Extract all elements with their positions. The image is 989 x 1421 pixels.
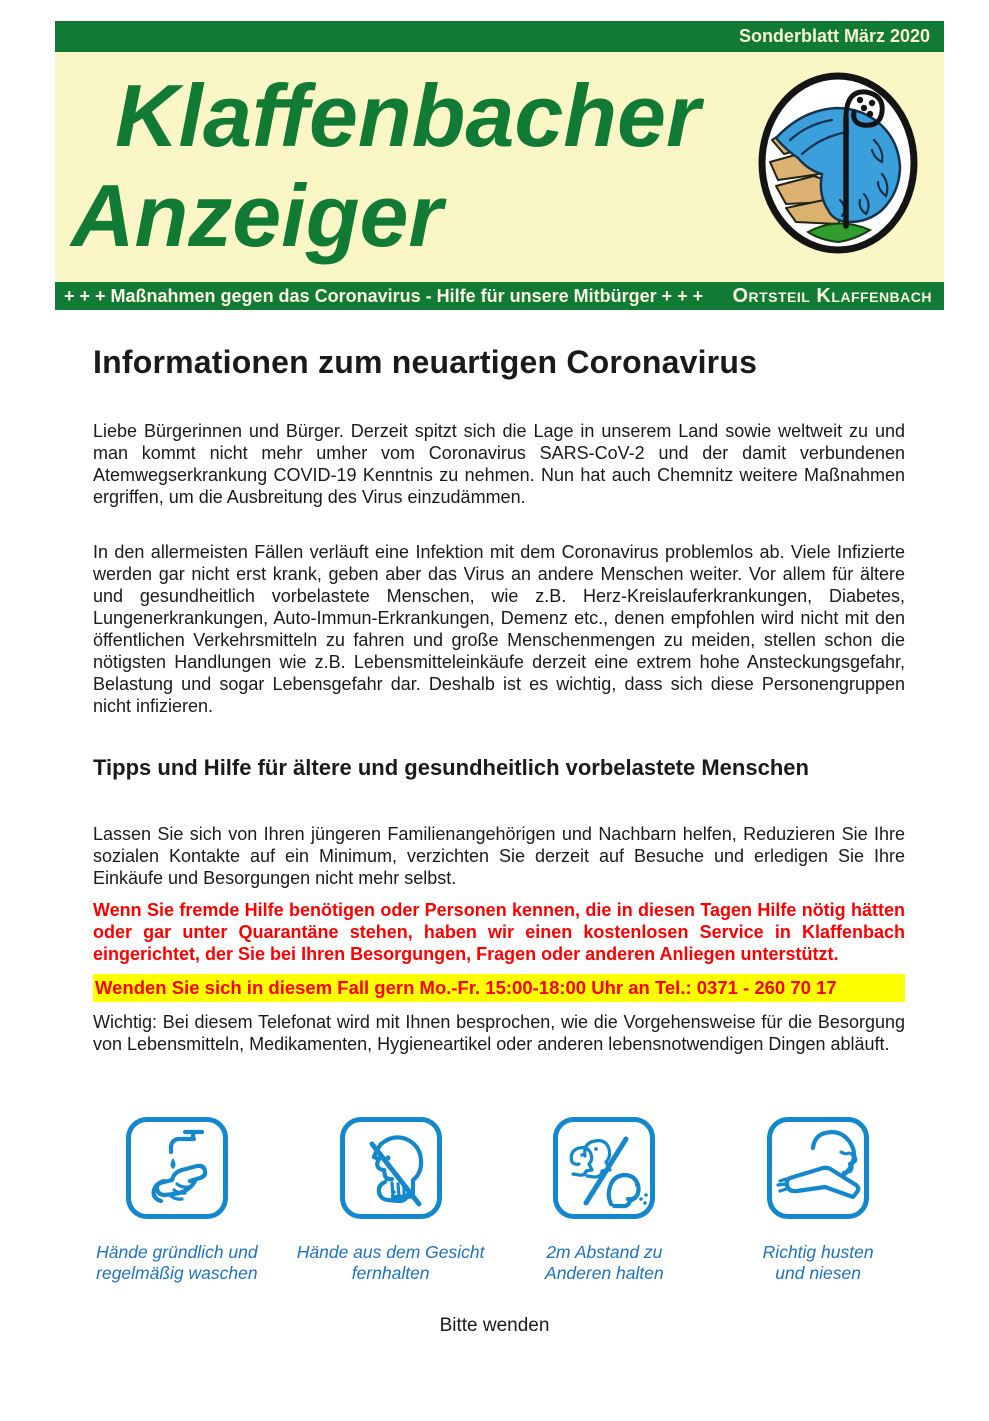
tip-keep-distance [498, 1117, 712, 1284]
title-line-2: Anzeiger [71, 166, 443, 265]
tip-caption: Richtig husten und niesen [762, 1242, 874, 1283]
tip-cough-sneeze [711, 1117, 925, 1284]
news-ticker-bar [55, 282, 944, 310]
masthead-header [55, 21, 944, 310]
tip-caption: Hände gründlich und regelmäßig waschen [96, 1242, 258, 1283]
hotline-highlight: Wenden Sie sich in diesem Fall gern Mo.-Fr. 15:00-18:00 Uhr an Tel.: 0371 - 260 70 17 [93, 974, 905, 1002]
hands-off-face-icon [340, 1117, 442, 1219]
important-note: Wichtig: Bei diesem Telefonat wird mit Ihnen besprochen, wie die Vorgehensweise für die Besorgung von Lebensmitteln, Medikamenten, Hygieneartikel oder anderen lebensnotwendigen Dingen abläuft. [93, 1012, 905, 1054]
article [93, 344, 905, 1055]
tip-caption: Hände aus dem Gesicht fernhalten [296, 1242, 485, 1283]
tip-caption: 2m Abstand zu Anderen halten [545, 1242, 664, 1283]
newsletter-title [55, 52, 775, 282]
tip-hands-off-face [284, 1117, 498, 1284]
hygiene-tips-row [70, 1117, 925, 1284]
title-line-1: Klaffenbacher [115, 66, 701, 165]
masthead-body [55, 52, 944, 310]
article-subheading: Tipps und Hilfe für ältere und gesundheitlich vorbelastete Menschen [93, 755, 809, 780]
newsletter-page [0, 21, 989, 1421]
ticker-text: + + + Maßnahmen gegen das Coronavirus - Hilfe für unsere Mitbürger + + + [64, 286, 704, 306]
advice-paragraph: Lassen Sie sich von Ihren jüngeren Familienangehörigen und Nachbarn helfen, Reduzieren Sie Ihre sozialen Kontakte auf ein Minimum, verzichten Sie derzeit auf Besuche und erledigen Sie Ihre Einkäufe und Besorgungen nicht mehr selbst. [93, 824, 905, 888]
cough-sneeze-correctly-icon [767, 1117, 869, 1219]
klaffenbach-crest-logo [756, 70, 920, 256]
keep-distance-icon [553, 1117, 655, 1219]
article-heading: Informationen zum neuartigen Coronavirus [93, 344, 758, 380]
wash-hands-icon [126, 1117, 228, 1219]
edition-label: Sonderblatt März 2020 [55, 21, 944, 52]
help-service-notice: Wenn Sie fremde Hilfe benötigen oder Personen kennen, die in diesen Tagen Hilfe nötig hätten oder gar unter Quarantäne stehen, haben wir einen kostenlosen Service in Klaffenbach eingerichtet, der Sie bei Ihren Besorgungen, Fragen oder anderen Anliegen unterstützt. [93, 900, 905, 964]
turn-page-note: Bitte wenden [439, 1315, 550, 1336]
district-label: Ortsteil Klaffenbach [732, 285, 932, 307]
risk-paragraph: In den allermeisten Fällen verläuft eine Infektion mit dem Coronavirus problemlos ab. Viele Infizierte werden gar nicht erst krank, geben aber das Virus an andere Menschen weiter. Vor allem für ältere und gesundheitlich vorbelastete Menschen, wie z.B. Herz-Kreislauferkrankungen, Diabetes, Lungenerkrankungen, Auto-Immun-Erkrankungen, Demenz etc., denen empfohlen wird nicht mit den öffentlichen Verkehrsmitteln zu fahren und große Menschenmengen zu meiden, stellen schon die nötigsten Handlungen wie z.B. Lebensmitteleinkäufe derzeit eine extrem hohe Ansteckungsgefahr, Belastung und sogar Lebensgefahr dar. Deshalb ist es wichtig, dass sich diese Personengruppen nicht infizieren. [93, 542, 905, 716]
intro-paragraph: Liebe Bürgerinnen und Bürger. Derzeit spitzt sich die Lage in unserem Land sowie weltweit zu und man kommt nicht mehr umher vom Coronavirus SARS-CoV-2 und der damit verbundenen Atemwegserkrankung COVID-19 Kenntnis zu nehmen. Nun hat auch Chemnitz weitere Maßnahmen ergriffen, um die Ausbreitung des Virus einzudämmen. [93, 421, 905, 507]
tip-wash-hands [70, 1117, 284, 1284]
